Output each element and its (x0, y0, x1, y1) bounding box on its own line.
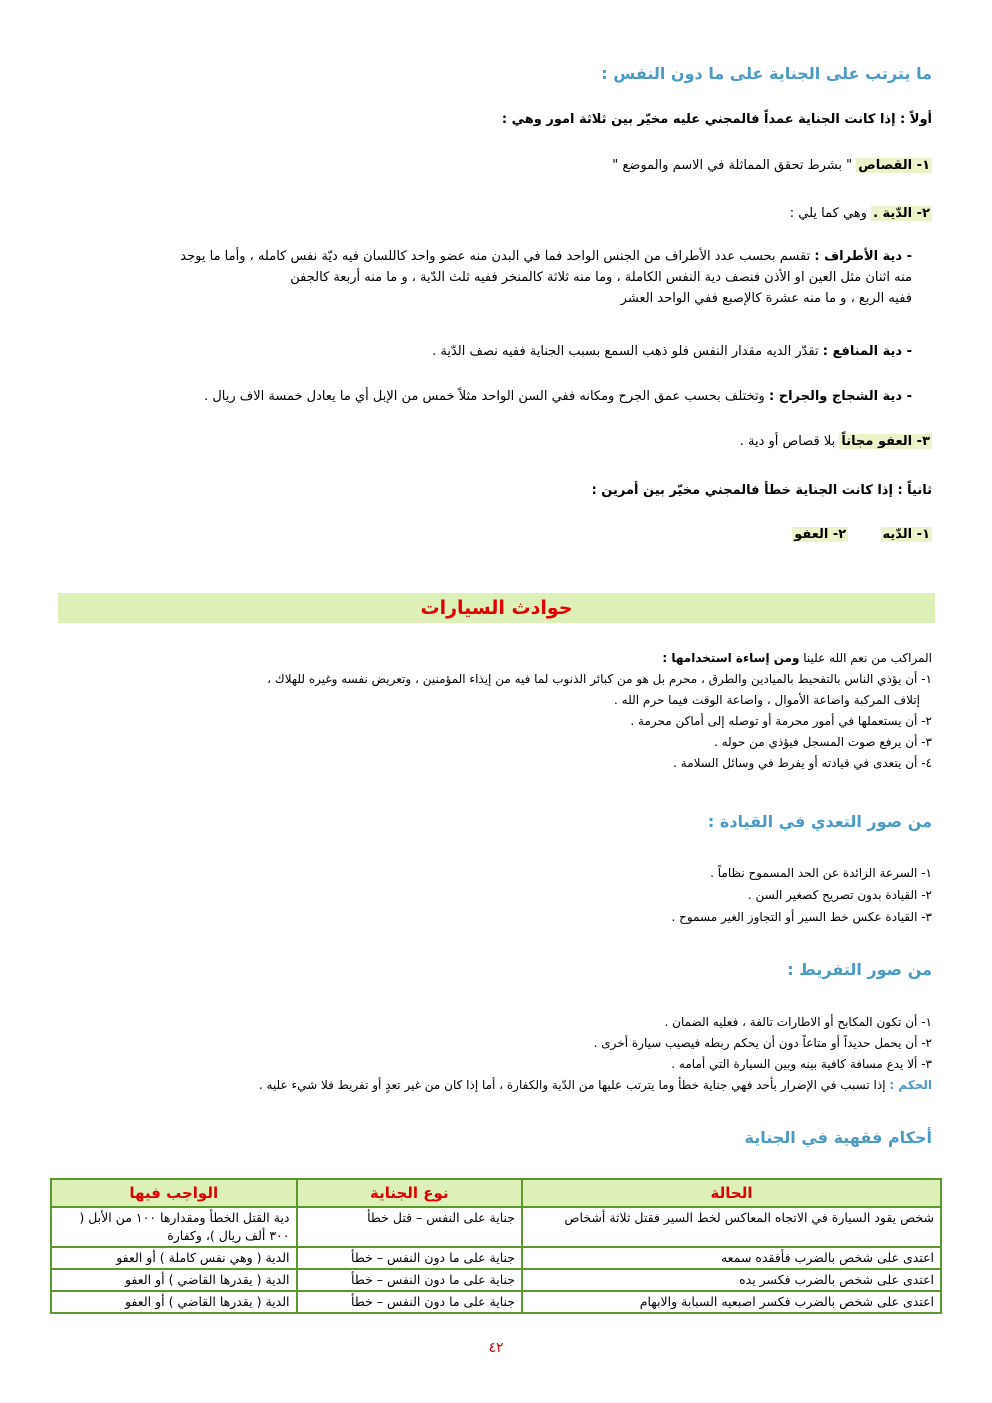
diya-atraf-line3: ففيه الربع ، و ما منه عشرة كالإصبع ففي الواحد العشر (620, 291, 912, 306)
cell-obligation: الدية ( وهي نفس كاملة ) أو العفو (51, 1247, 297, 1269)
transgression-item-2: ٢- القيادة بدون تصريح كصغير السن . (747, 888, 932, 902)
rulings-heading: أحكام فقهية في الجناية (744, 1128, 932, 1147)
car-accidents-banner: حوادث السيارات (58, 593, 935, 623)
option-afw-label: ٣- العفو مجاناً (841, 434, 930, 449)
misuse-item-3: ٣- أن يرفع صوت المسجل فيؤذي من حوله . (713, 735, 932, 749)
diya-shijaj-text: وتختلف بحسب عمق الجرح ومكانه ففي السن الواحد مثلاً خمس من الإبل أي ما يعادل خمسة الاف ريال . (204, 389, 769, 404)
header-case: الحالة (522, 1179, 941, 1207)
cell-crime-type: جناية على ما دون النفس – خطأ (297, 1247, 523, 1269)
second-option-diya: ١- الدّيه (882, 527, 930, 542)
negligence-item-2: ٢- أن يحمل حديداً أو متاعاً دون أن يحكم ربطه فيصيب سيارة أخرى . (593, 1036, 932, 1050)
second-option-afw: ٢- العفو (794, 527, 847, 542)
misuse-intro-plain: المراكب من نعم الله علينا (799, 651, 932, 665)
negligence-item-3: ٣- ألا يدع مسافة كافية بينه وبين السيارة التي أمامه . (671, 1057, 932, 1071)
cell-crime-type: جناية على النفس – قتل خطأ (297, 1207, 523, 1247)
misuse-list (267, 648, 932, 774)
misuse-item-1-line-1: ١- أن يؤذي الناس بالتفحيط بالميادين والطرق ، محرم بل هو من كبائر الذنوب لما فيه من إيذاء المؤمنين ، وتعريض نفسه وغيره للهلاك ، (267, 672, 932, 686)
option-afw-text: بلا قصاص أو دية . (739, 434, 840, 449)
second-case-heading: ثانياً : إذا كانت الجناية خطأ فالمجني مخيّر بين أمرين : (591, 483, 932, 498)
misuse-item-2: ٢- أن يستعملها في أمور محرمة أو توصله إلى أماكن محرمة . (630, 714, 932, 728)
cell-case: اعتدى على شخص بالضرب فأفقده سمعه (522, 1247, 941, 1269)
table-row (51, 1269, 941, 1291)
misuse-item-4: ٤- أن يتعدى في قيادته أو يفرط في وسائل السلامة . (673, 756, 932, 770)
diya-shijaj (204, 386, 912, 407)
diya-manafi (432, 341, 912, 362)
option-diya (790, 203, 932, 224)
transgression-item-3: ٣- القيادة عكس خط السير أو التجاوز الغير مسموح . (671, 910, 932, 924)
first-case-heading: أولاً : إذا كانت الجناية عمداً فالمجني عليه مخيّر بين ثلاثة امور وهي : (501, 112, 932, 127)
rulings-table (50, 1178, 942, 1314)
cell-obligation: دية القتل الخطأ ومقدارها ١٠٠ من الأبل ( ٣٠٠ ألف ريال )، وكفارة (51, 1207, 297, 1247)
negligence-ruling-text: إذا تسبب في الإضرار بأحد فهي جناية خطأ وما يترتب عليها من الدّية والكفارة ، أما إذا كان من غير تعدٍ أو تفريط فلا شيء عليه . (258, 1078, 890, 1092)
diya-atraf-label: - دية الأطراف : (814, 249, 912, 264)
cell-crime-type: جناية على ما دون النفس – خطأ (297, 1291, 523, 1313)
cell-crime-type: جناية على ما دون النفس – خطأ (297, 1269, 523, 1291)
diya-manafi-label: - دية المنافع : (822, 344, 912, 359)
diya-manafi-text: تقدّر الديه مقدار النفس فلو ذهب السمع بسبب الجناية ففيه نصف الدّية . (432, 344, 823, 359)
diya-atraf-paragraph (62, 246, 912, 309)
header-crime-type: نوع الجناية (297, 1179, 523, 1207)
negligence-ruling (259, 1075, 932, 1096)
second-case-options (792, 524, 932, 545)
option-qisas (612, 155, 932, 176)
option-qisas-text: " بشرط تحقق المماثلة في الاسم والموضع " (612, 158, 857, 173)
misuse-item-1-line-2: إتلاف المركبة واضاعة الأموال ، واضاعة الوقت فيما حرم الله . (614, 693, 920, 707)
table-row (51, 1291, 941, 1313)
negligence-ruling-label: الحكم : (889, 1078, 932, 1092)
cell-obligation: الدية ( يقدرها القاضي ) أو العفو (51, 1269, 297, 1291)
rulings-header-row (51, 1179, 941, 1207)
option-diya-text: وهي كما يلي : (789, 206, 872, 221)
misuse-intro (267, 648, 932, 669)
section-heading-non-fatal-injury: ما يترتب على الجناية على ما دون النفس : (601, 64, 932, 83)
option-diya-label: ٢- الدّية . (873, 206, 930, 221)
page-number: ٤٢ (488, 1340, 504, 1356)
negligence-list (259, 1012, 932, 1096)
diya-shijaj-label: - دية الشجاج والجراح : (768, 389, 912, 404)
transgression-list (672, 862, 933, 928)
table-row (51, 1247, 941, 1269)
cell-case: اعتدى على شخص بالضرب فكسر يده (522, 1269, 941, 1291)
diya-atraf-line1: تقسم بحسب عدد الأطراف من الجنس الواحد فما في البدن منه عضو واحد كاللسان فيه ديّة نفس كامله ، وأما ما يوجد (180, 249, 815, 264)
option-afw (740, 431, 932, 452)
misuse-intro-bold: ومن إساءة استخدامها : (662, 651, 800, 665)
table-row (51, 1207, 941, 1247)
cell-obligation: الدية ( يقدرها القاضي ) أو العفو (51, 1291, 297, 1313)
cell-case: اعتدى على شخص بالضرب فكسر اصبعيه السبابة والابهام (522, 1291, 941, 1313)
header-obligation: الواجب فيها (51, 1179, 297, 1207)
option-qisas-label: ١- القصاص (858, 158, 930, 173)
diya-atraf-line2: منه اثنان مثل العين او الأذن فنصف دية النفس الكاملة ، وما منه ثلاثة كالمنخر ففيه ثلث الدّية ، و ما منه أربعة كالجفن (290, 270, 912, 285)
transgression-item-1: ١- السرعة الزائدة عن الحد المسموح نظاماً . (710, 866, 932, 880)
negligence-item-1: ١- أن تكون المكابح أو الاطارات تالفة ، فعليه الضمان . (664, 1015, 932, 1029)
transgression-heading: من صور التعدي في القيادة : (707, 812, 932, 831)
negligence-heading: من صور التفريط : (787, 960, 932, 979)
cell-case: شخص يقود السيارة في الاتجاه المعاكس لخط السير فقتل ثلاثة أشخاص (522, 1207, 941, 1247)
